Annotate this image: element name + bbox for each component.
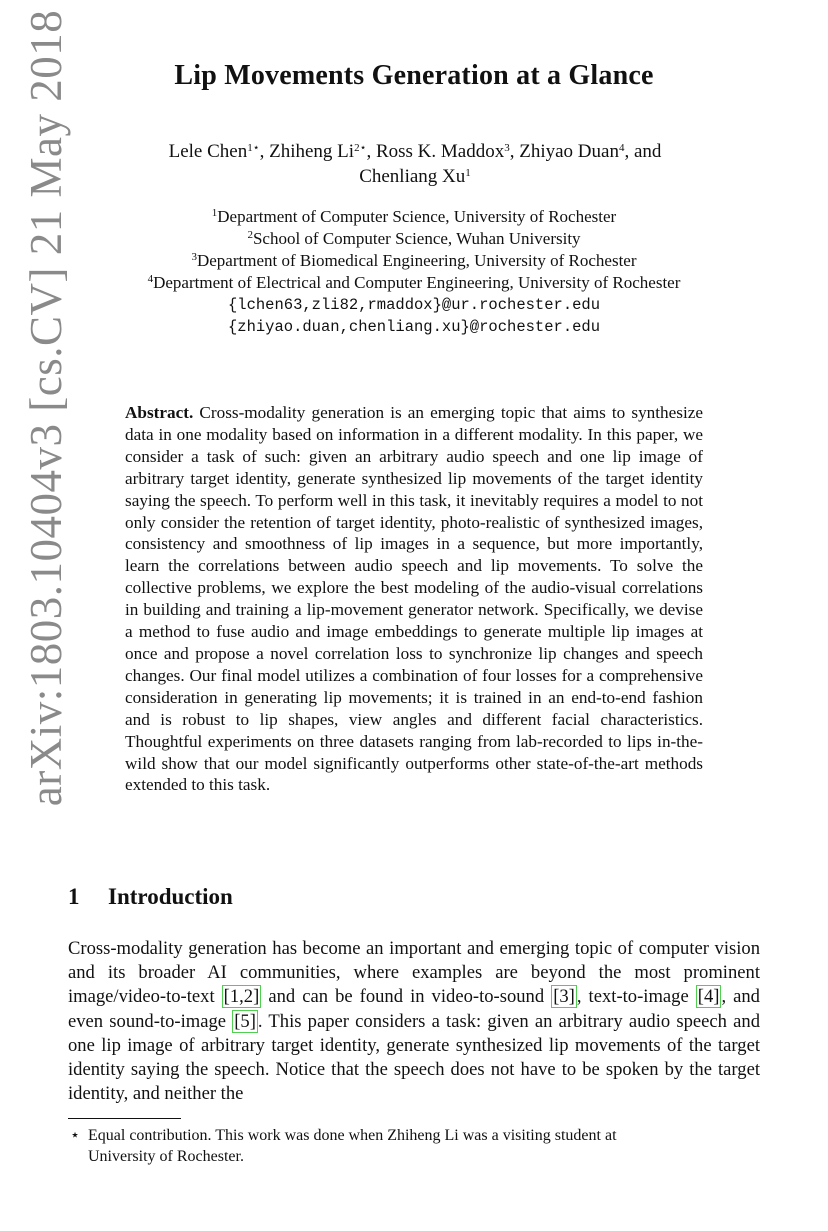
affiliation-line (0, 272, 828, 294)
intro-text: , text-to-image (576, 986, 696, 1008)
footnote-line: University of Rochester. (88, 1148, 244, 1165)
intro-text: Cross-modality generation has become an important and emerging topic of computer vision and its broader AI communities, where examples are beyond the most prominent image/video-to-text (68, 938, 760, 1008)
author-affil-mark: 3 (504, 142, 510, 154)
section-title: Introduction (108, 884, 233, 909)
arxiv-identifier-text: arXiv:1803.10404v3 [cs.CV] 21 May 2018 (21, 9, 72, 807)
author-name: Zhiheng Li (269, 141, 355, 162)
citation-link[interactable]: [5] (234, 1010, 256, 1032)
abstract-label: Abstract. (125, 403, 194, 422)
author-name: Ross K. Maddox (375, 141, 505, 162)
intro-text: . This paper considers a task: given an arbitrary audio speech and one lip image of arbitrary target identity, generate synthesized lip movements of the target identity saying the speech. Notice that the speech does not have to be spoken by the target identity, and neither the (68, 1010, 761, 1105)
abstract (125, 402, 703, 796)
footnote (70, 1125, 762, 1167)
author-affil-mark: 1 (465, 167, 471, 179)
affiliation-text: School of Computer Science, Wuhan University (252, 229, 581, 248)
affiliation-block (0, 206, 828, 338)
affiliation-line (0, 228, 828, 250)
author-name: Zhiyao Duan (519, 141, 619, 162)
footnote-text: Equal contribution. This work was done when Zhiheng Li was a visiting student at (88, 1127, 617, 1144)
footnote-rule (68, 1118, 181, 1119)
intro-text: , and even sound-to-image (68, 986, 760, 1032)
author-name: Lele Chen (168, 141, 248, 162)
author-affil-mark: 4 (618, 142, 625, 154)
footnote-line (70, 1125, 762, 1146)
affiliation-line (0, 206, 828, 228)
citation-link[interactable]: [1,2] (223, 986, 260, 1008)
author-conjunction: and (633, 141, 662, 162)
affiliation-text: Department of Electrical and Computer Engineering, University of Rochester (153, 273, 681, 292)
affiliation-mark: 3 (191, 251, 197, 263)
footnote-mark: ⋆ (70, 1127, 81, 1144)
author-list: Lele Chen$^{1⋆}$, Zhiheng $Li^{2⋆}$, Ross K. Maddox$^3$, Zhiyao Duan$^4$, and Chenliang Xu$^1$ (168, 141, 662, 187)
affiliation-mark: 2 (247, 229, 253, 241)
intro-text: and can be found in video-to-sound (261, 986, 552, 1008)
citation-link[interactable]: [3] (553, 986, 575, 1008)
introduction-paragraph (68, 937, 760, 1106)
arxiv-identifier-stamp (18, 9, 74, 807)
affiliation-mark: 4 (147, 273, 154, 285)
email-line[interactable]: {zhiyao.duan,chenliang.xu}@rochester.edu (227, 318, 601, 336)
paper-title: Lip Movements Generation at a Glance (174, 60, 654, 91)
abstract-text: Cross-modality generation is an emerging topic that aims to synthesize data in one modality based on information in a different modality. In this paper, we consider a task of such: given an arbitrary audio speech and one lip image of arbitrary target identity, generate synthesized lip movements of the target identity saying the speech. To perform well in this task, it inevitably requires a model to not only consider the retention of target identity, photo-realistic of synthesized images, consistency and smoothness of lip images in a sequence, but more importantly, learn the correlations between audio speech and lip movements. To solve the collective problems, we explore the best modeling of the audio-visual correlations in building and training a lip-movement generator network. Specifically, we devise a method to fuse audio and image embeddings to generate multiple lip images at once and propose a novel correlation loss to synchronize lip changes and speech changes. Our final model utilizes a combination of four losses for a comprehensive consideration in generating lip movements; it is trained in an end-to-end fashion and is robust to lip shapes, view angles and different facial characteristics. Thoughtful experiments on three datasets ranging from lab-recorded to lips in-the-wild show that our model significantly outperforms other state-of-the-art methods extended to this task. (125, 403, 703, 795)
affiliation-line (0, 250, 828, 272)
author-affil-mark: 2⋆ (354, 142, 367, 154)
author-name: Chenliang Xu (359, 166, 466, 187)
email-line[interactable]: {lchen63,zli82,rmaddox}@ur.rochester.edu (227, 296, 601, 314)
section-heading (68, 884, 233, 910)
affiliation-mark: 1 (211, 207, 218, 219)
affiliation-text: Department of Biomedical Engineering, University of Rochester (196, 251, 637, 270)
section-number: 1 (68, 884, 80, 909)
affiliation-text: Department of Computer Science, University of Rochester (217, 207, 617, 226)
author-affil-mark: 1⋆ (247, 142, 260, 154)
citation-link[interactable]: [4] (697, 986, 720, 1008)
